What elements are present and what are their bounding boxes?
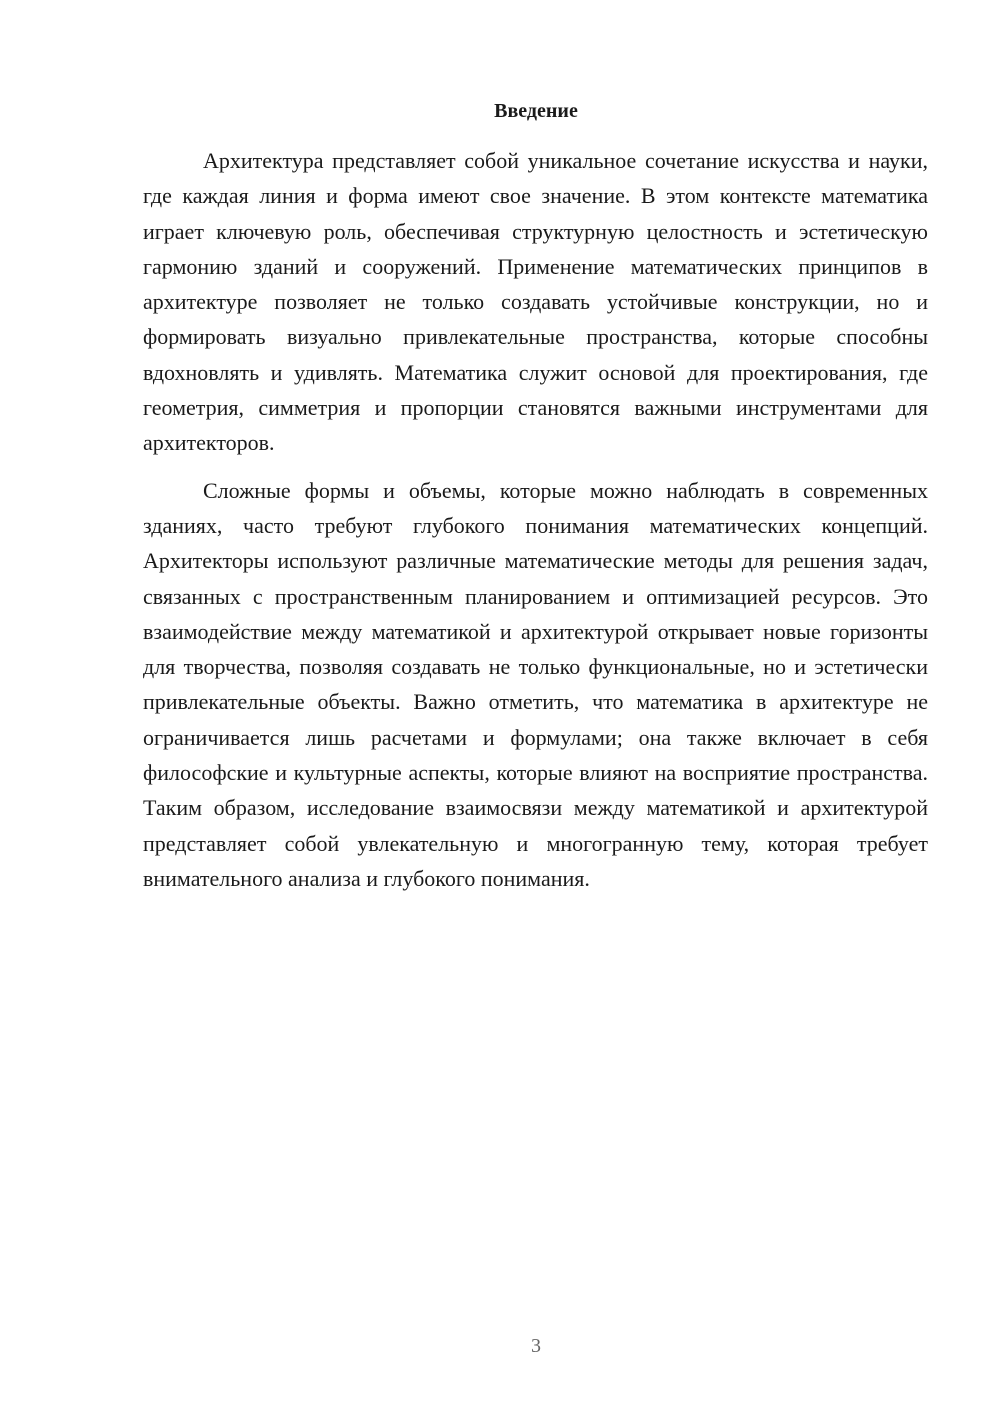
- page-title: Введение: [494, 100, 578, 122]
- page-number: 3: [531, 1335, 541, 1357]
- paragraph-1: Архитектура представляет собой уникальное сочетание искусства и науки, где каждая линия и форма имеют свое значение. В этом контексте математика играет ключевую роль, обеспечивая структурную целостность и эстетическую гармонию зданий и сооружений. Применение математических принципов в архитектуре позволяет не только создавать устойчивые конструкции, но и формировать визуально привлекательные пространства, которые способны вдохновлять и удивлять. Математика служит основой для проектирования, где геометрия, симметрия и пропорции становятся важными инструментами для архитекторов.: [143, 148, 928, 456]
- document-body: [143, 143, 928, 896]
- paragraph-2: Сложные формы и объемы, которые можно наблюдать в современных зданиях, часто требуют глубокого понимания математических концепций. Архитекторы используют различные математические методы для решения задач, связанных с пространственным планированием и оптимизацией ресурсов. Это взаимодействие между математикой и архитектурой открывает новые горизонты для творчества, позволяя создавать не только функциональные, но и эстетически привлекательные объекты. Важно отметить, что математика в архитектуре не ограничивается лишь расчетами и формулами; она также включает в себя философские и культурные аспекты, которые влияют на восприятие пространства. Таким образом, исследование взаимосвязи между математикой и архитектурой представляет собой увлекательную и многогранную тему, которая требует внимательного анализа и глубокого понимания.: [143, 477, 928, 891]
